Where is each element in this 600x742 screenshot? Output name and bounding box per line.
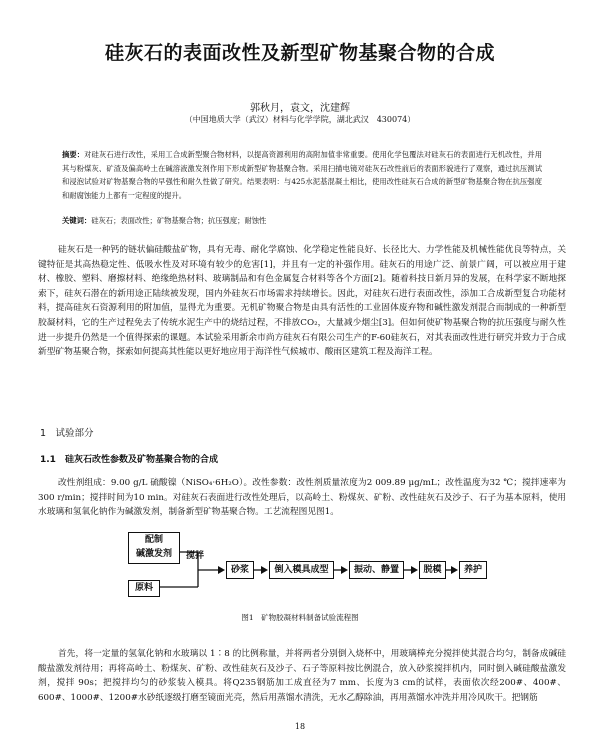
prepare-activator-box <box>128 532 180 564</box>
procedure-paragraph: 首先，将一定量的氢氧化钠和水玻璃以 1∶8 的比例称量，并将两者分别倒入烧杯中，用玻璃棒充分搅拌使其混合均匀，制备成碱硅酸盐激发剂待用；再将高岭土、粉煤灰、矿粉、改性硅灰石及沙子、石子等原料按比例混合，放入砂浆搅拌机内，同时倒入碱硅酸盐激发剂，搅拌 90s；把搅拌均匀的砂浆装入模具。将Q235钢筋加工成直径为7 mm、长度为3 cm的试样，表面依次经200#、400#、600#、1000#、1200#水砂纸逐级打磨至镜面光亮，然后用蒸馏水清洗，无水乙醇除油，再用蒸馏水冲洗并用冷风吹干。把钢筋 <box>38 649 566 703</box>
authors: 郭秋月，袁文，沈建辉 <box>250 103 350 114</box>
keywords-text: 硅灰石；表面改性；矿物基聚合物；抗压强度；耐蚀性 <box>91 216 267 225</box>
intro-paragraph: 硅灰石是一种钙的链状偏硅酸盐矿物，具有无毒、耐化学腐蚀、化学稳定性能良好、长径比大、力学性能及机械性能优良等特点，关键特征是其高热稳定性、低吸水性及对环境有较少的危害[1]，并且有一定的补强作用。硅灰石的用途广泛、前景广阔，可以被应用于建材、橡胶、塑料、磨擦材料、绝缘绝热材料、玻璃制品和有色金属复合材料等各个方面[2]。随着科技日新月异的发展，在科学家不断地探索下，硅灰石潜在的新用途正陆续被发现，国内外硅灰石市场需求持续增长。因此，对硅灰石进行表面改性，添加工合成新型复合功能材料，提高硅灰石资源利用的附加值，显得尤为重要。无机矿物聚合物是由具有活性的工业固体废弃物和碱性激发剂混合而制成的一种新型胶凝材料，它的生产过程免去了传统水泥生产中的烧结过程，不排放CO₂，大量减少烟尘[3]。但如何使矿物基聚合物的抗压强度与耐久性进一步提升仍然是一个值得探索的课题。本试验采用新余市尚方硅灰石有限公司生产的F-60硅灰石，对其表面改性进行研究并致力于合成新型矿物基聚合物，探索如何提高其性能以更好地应用于海洋性气候城市、酸雨区建筑工程及海洋工程。 <box>38 245 566 358</box>
prepare-label: 配制 <box>144 535 163 545</box>
method-paragraph: 改性剂组成：9.00 g/L 硫酸镍（NiSO₄·6H₂O）。改性参数：改性剂质量浓度为2 009.89 μg/mL；改性温度为32 ℃；搅拌速率为300 r/min；搅拌时间为10 min。对硅灰石表面进行改性处理后，以高岭土、粉煤灰、矿粉、改性硅灰石及沙子、石子为基本原料，使用水玻璃和氢氧化钠作为碱激发剂，制备新型矿物基聚合物。工艺流程图见图1。 <box>38 478 566 518</box>
keywords-label: 关键词： <box>62 216 92 225</box>
mortar-box: 砂浆 <box>226 561 254 579</box>
mold-box: 倒入模具成型 <box>269 561 334 579</box>
figure-caption: 图1 矿物胶凝材料制备试验流程图 <box>241 613 359 622</box>
abstract-label: 摘要： <box>62 150 85 159</box>
paper-title: 硅灰石的表面改性及新型矿物基聚合物的合成 <box>104 42 495 64</box>
demold-box: 脱模 <box>419 561 446 579</box>
subsection-heading: 1.1 硅灰石改性参数及矿物基聚合物的合成 <box>40 455 218 465</box>
activator-label: 碱激发剂 <box>135 549 172 559</box>
page-number: 18 <box>294 722 306 731</box>
mix-label: 搅拌 <box>186 551 205 561</box>
affiliation: （中国地质大学（武汉）材料与化学学院，湖北武汉 430074） <box>184 115 416 124</box>
cure-box: 养护 <box>459 561 487 579</box>
vibrate-box: 振动、静置 <box>349 561 404 579</box>
section-heading: 1 试验部分 <box>40 428 94 439</box>
raw-material-box: 原料 <box>128 580 160 597</box>
abstract-text: 对硅灰石进行改性，采用工合成新型聚合物材料，以提高资源利用的高附加值非常重要。使用化学包覆法对硅灰石的表面进行无机改性，并用其与粉煤灰、矿渣及偏高岭土在碱溶液激发剂作用下形成新型矿物基聚合物。采用扫描电镜对硅灰石改性前后的表面形貌进行了观察，通过抗压测试和浸泡试验对矿物基聚合物的早强性和耐久性做了研究。结果表明：与425水泥基混凝土相比，使用改性硅灰石合成的新型矿物基聚合物在抗压强度和耐腐蚀能力上都有一定程度的提升。 <box>62 150 543 200</box>
